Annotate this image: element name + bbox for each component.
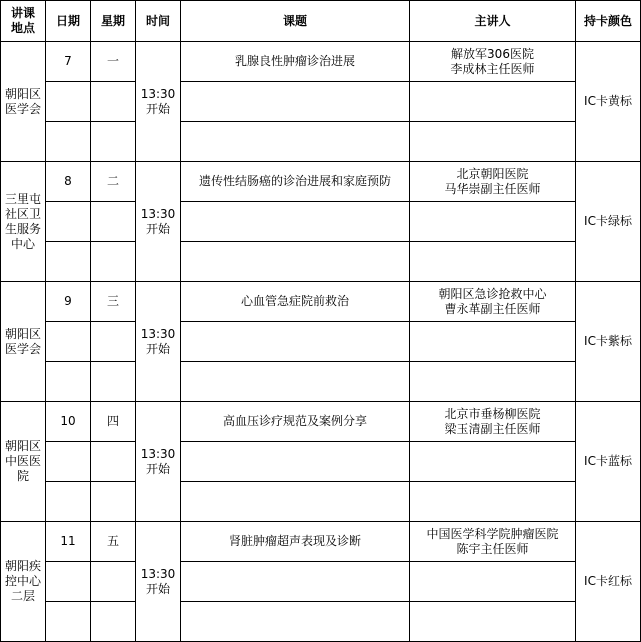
empty-cell	[91, 82, 136, 122]
empty-cell	[410, 82, 576, 122]
session-speaker	[410, 402, 576, 442]
session-card: IC卡红标	[576, 522, 641, 642]
empty-cell	[181, 242, 410, 282]
table-row	[1, 482, 641, 522]
empty-cell	[91, 562, 136, 602]
empty-cell	[410, 122, 576, 162]
session-weekday: 五	[91, 522, 136, 562]
table-row	[1, 322, 641, 362]
header-time: 时间	[136, 1, 181, 42]
speaker-hospital: 朝阳区急诊抢救中心	[438, 286, 547, 301]
session-location	[1, 282, 46, 402]
empty-cell	[46, 82, 91, 122]
header-location	[1, 1, 46, 42]
location-line: 生服务	[4, 221, 41, 236]
speaker-hospital: 中国医学科学院肿瘤医院	[426, 526, 559, 541]
location-line: 控中心	[4, 574, 41, 588]
speaker-name: 李成林主任医师	[450, 61, 535, 76]
table-row	[1, 242, 641, 282]
time-line: 13:30	[140, 326, 176, 341]
header-topic: 课题	[181, 1, 410, 42]
empty-cell	[91, 482, 136, 522]
empty-cell	[46, 562, 91, 602]
session-speaker	[410, 42, 576, 82]
speaker-name: 马华崇副主任医师	[444, 181, 541, 196]
session-card: IC卡蓝标	[576, 402, 641, 522]
empty-cell	[410, 362, 576, 402]
location-line: 医学会	[4, 101, 41, 116]
table-row	[1, 522, 641, 562]
location-line: 二层	[10, 589, 35, 603]
speaker-hospital: 北京市垂杨柳医院	[444, 406, 541, 421]
empty-cell	[181, 122, 410, 162]
empty-cell	[181, 322, 410, 362]
empty-cell	[410, 322, 576, 362]
empty-cell	[46, 242, 91, 282]
table-row	[1, 442, 641, 482]
header-row	[1, 1, 641, 42]
empty-cell	[181, 442, 410, 482]
session-date: 10	[46, 402, 91, 442]
empty-cell	[91, 602, 136, 642]
time-line: 13:30	[140, 206, 176, 221]
empty-cell	[181, 482, 410, 522]
session-time	[136, 162, 181, 282]
empty-cell	[46, 202, 91, 242]
empty-cell	[91, 322, 136, 362]
session-weekday: 一	[91, 42, 136, 82]
session-time	[136, 522, 181, 642]
location-line: 朝阳区	[4, 86, 41, 101]
session-location	[1, 402, 46, 522]
empty-cell	[410, 242, 576, 282]
table-row	[1, 402, 641, 442]
session-weekday: 四	[91, 402, 136, 442]
table-row	[1, 122, 641, 162]
empty-cell	[410, 202, 576, 242]
empty-cell	[410, 442, 576, 482]
time-line: 开始	[145, 581, 170, 596]
location-line: 医学会	[4, 341, 41, 356]
header-date: 日期	[46, 1, 91, 42]
location-line: 朝阳区	[4, 326, 41, 341]
empty-cell	[410, 562, 576, 602]
empty-cell	[91, 442, 136, 482]
session-speaker	[410, 282, 576, 322]
session-topic: 遗传性结肠癌的诊治进展和家庭预防	[181, 162, 410, 202]
header-location-line-2: 地点	[10, 21, 35, 35]
session-card: IC卡紫标	[576, 282, 641, 402]
session-topic: 高血压诊疗规范及案例分享	[181, 402, 410, 442]
session-date: 8	[46, 162, 91, 202]
time-line: 13:30	[140, 566, 176, 581]
empty-cell	[181, 602, 410, 642]
session-date: 11	[46, 522, 91, 562]
speaker-hospital: 北京朝阳医院	[456, 166, 529, 181]
header-speaker: 主讲人	[410, 1, 576, 42]
session-weekday: 三	[91, 282, 136, 322]
time-line: 开始	[145, 221, 170, 236]
location-line: 中医医	[4, 454, 41, 468]
empty-cell	[91, 362, 136, 402]
header-weekday: 星期	[91, 1, 136, 42]
empty-cell	[46, 442, 91, 482]
session-time	[136, 42, 181, 162]
location-line: 三里屯	[4, 191, 41, 206]
table-row	[1, 602, 641, 642]
empty-cell	[410, 602, 576, 642]
session-time	[136, 282, 181, 402]
session-speaker	[410, 162, 576, 202]
session-topic: 肾脏肿瘤超声表现及诊断	[181, 522, 410, 562]
empty-cell	[181, 202, 410, 242]
session-card: IC卡黄标	[576, 42, 641, 162]
session-weekday: 二	[91, 162, 136, 202]
time-line: 13:30	[140, 446, 176, 461]
table-row	[1, 202, 641, 242]
empty-cell	[46, 362, 91, 402]
session-location	[1, 42, 46, 162]
session-location	[1, 162, 46, 282]
table-row	[1, 82, 641, 122]
session-location	[1, 522, 46, 642]
speaker-name: 梁玉清副主任医师	[444, 421, 541, 436]
empty-cell	[91, 242, 136, 282]
table-row	[1, 562, 641, 602]
table-row	[1, 362, 641, 402]
table-row	[1, 282, 641, 322]
time-line: 开始	[145, 341, 170, 356]
location-line: 中心	[10, 236, 35, 251]
empty-cell	[91, 202, 136, 242]
table-row	[1, 42, 641, 82]
session-date: 9	[46, 282, 91, 322]
speaker-name: 曹永革副主任医师	[444, 301, 541, 316]
empty-cell	[46, 482, 91, 522]
empty-cell	[46, 122, 91, 162]
empty-cell	[46, 602, 91, 642]
location-line: 朝阳疾	[4, 559, 41, 573]
speaker-hospital: 解放军306医院	[451, 46, 534, 61]
empty-cell	[91, 122, 136, 162]
location-line: 朝阳区	[4, 439, 41, 453]
session-time	[136, 402, 181, 522]
empty-cell	[181, 362, 410, 402]
session-date: 7	[46, 42, 91, 82]
session-speaker	[410, 522, 576, 562]
time-line: 开始	[145, 101, 170, 116]
location-line: 院	[16, 469, 29, 483]
session-topic: 心血管急症院前救治	[181, 282, 410, 322]
time-line: 13:30	[140, 86, 176, 101]
location-line: 社区卫	[4, 206, 41, 221]
empty-cell	[46, 322, 91, 362]
header-card: 持卡颜色	[576, 1, 641, 42]
header-location-line-1: 讲课	[10, 6, 35, 20]
session-card: IC卡绿标	[576, 162, 641, 282]
time-line: 开始	[145, 461, 170, 476]
empty-cell	[181, 562, 410, 602]
empty-cell	[181, 82, 410, 122]
table-row	[1, 162, 641, 202]
speaker-name: 陈宇主任医师	[456, 541, 529, 556]
empty-cell	[410, 482, 576, 522]
session-topic: 乳腺良性肿瘤诊治进展	[181, 42, 410, 82]
